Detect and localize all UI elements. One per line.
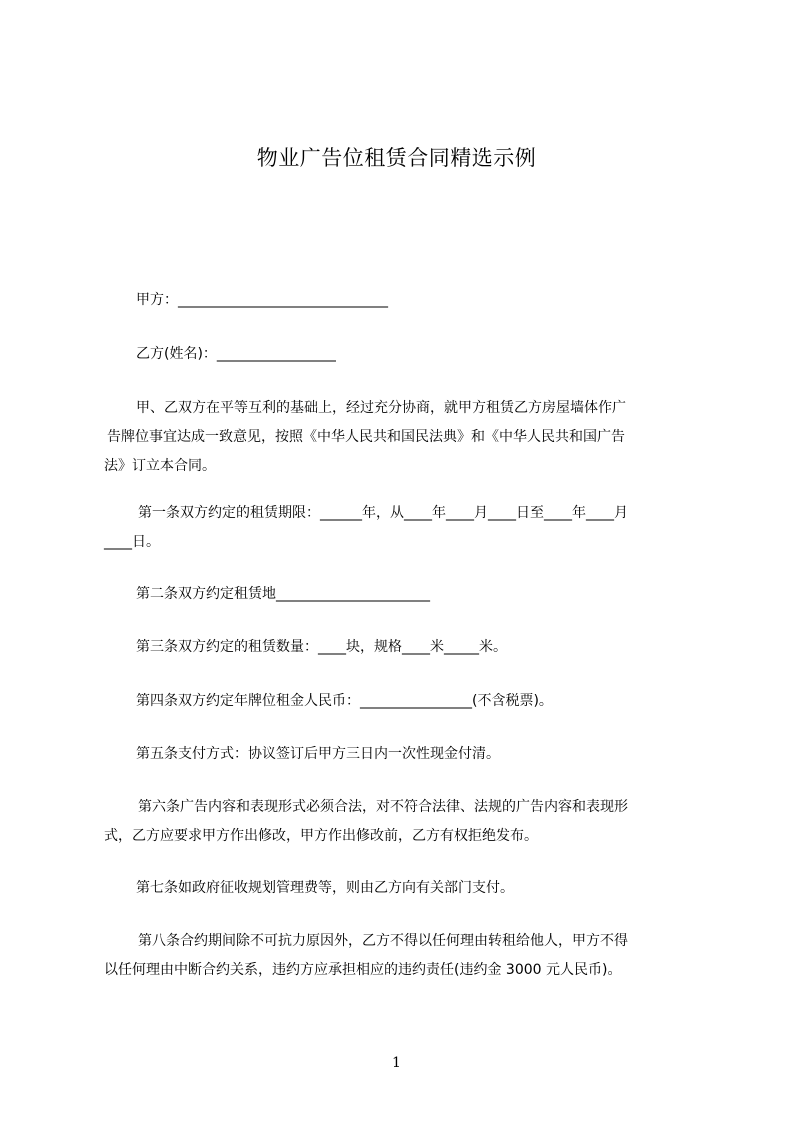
party-a-text: 甲方：______________________________ <box>136 292 388 308</box>
article-1-line-2: ____日。 <box>104 534 160 550</box>
article-6-paragraph <box>104 793 704 851</box>
intro-line-3: 法》订立本合同。 <box>104 458 216 474</box>
document-title: 物业广告位租赁合同精选示例 <box>256 146 537 170</box>
article-7-text: 第七条如政府征收规划管理费等，则由乙方向有关部门支付。 <box>136 880 514 896</box>
article-1-line-1: 第一条双方约定的租赁期限：______年，从____年____月____日至____年____月 <box>138 505 628 521</box>
article-8-line-1: 第八条合约期间除不可抗力原因外，乙方不得以任何理由转租给他人，甲方不得 <box>138 933 628 949</box>
article-5-text: 第五条支付方式：协议签订后甲方三日内一次性现金付清。 <box>136 746 500 762</box>
intro-line-2: 告牌位事宜达成一致意见，按照《中华人民共和国民法典》和《中华人民共和国广告 <box>107 429 625 445</box>
page-number: 1 <box>392 1055 401 1071</box>
party-b-line <box>104 340 704 369</box>
article-4-text: 第四条双方约定年牌位租金人民币：________________(不含税票)。 <box>136 693 553 709</box>
party-b-text: 乙方(姓名)：_________________ <box>136 346 336 362</box>
article-8-paragraph <box>104 927 704 985</box>
article-4-paragraph <box>104 687 704 716</box>
article-3-text: 第三条双方约定的租赁数量：____块，规格____米_____米。 <box>136 639 507 655</box>
article-6-line-1: 第六条广告内容和表现形式必须合法，对不符合法律、法规的广告内容和表现形 <box>138 799 628 815</box>
intro-paragraph <box>104 394 704 481</box>
article-2-text: 第二条双方约定租赁地______________________ <box>136 586 430 602</box>
article-5-paragraph <box>104 740 704 769</box>
intro-line-1: 甲、乙双方在平等互利的基础上，经过充分协商，就甲方租赁乙方房屋墙体作广 <box>136 400 626 416</box>
article-1-paragraph <box>104 499 704 557</box>
article-7-paragraph <box>104 874 704 903</box>
article-2-paragraph <box>104 580 704 609</box>
article-3-paragraph <box>104 633 704 662</box>
article-6-line-2: 式，乙方应要求甲方作出修改，甲方作出修改前，乙方有权拒绝发布。 <box>104 828 538 844</box>
party-a-line <box>104 286 704 315</box>
article-8-line-2: 以任何理由中断合约关系，违约方应承担相应的违约责任(违约金 3000 元人民币)。 <box>104 962 622 978</box>
